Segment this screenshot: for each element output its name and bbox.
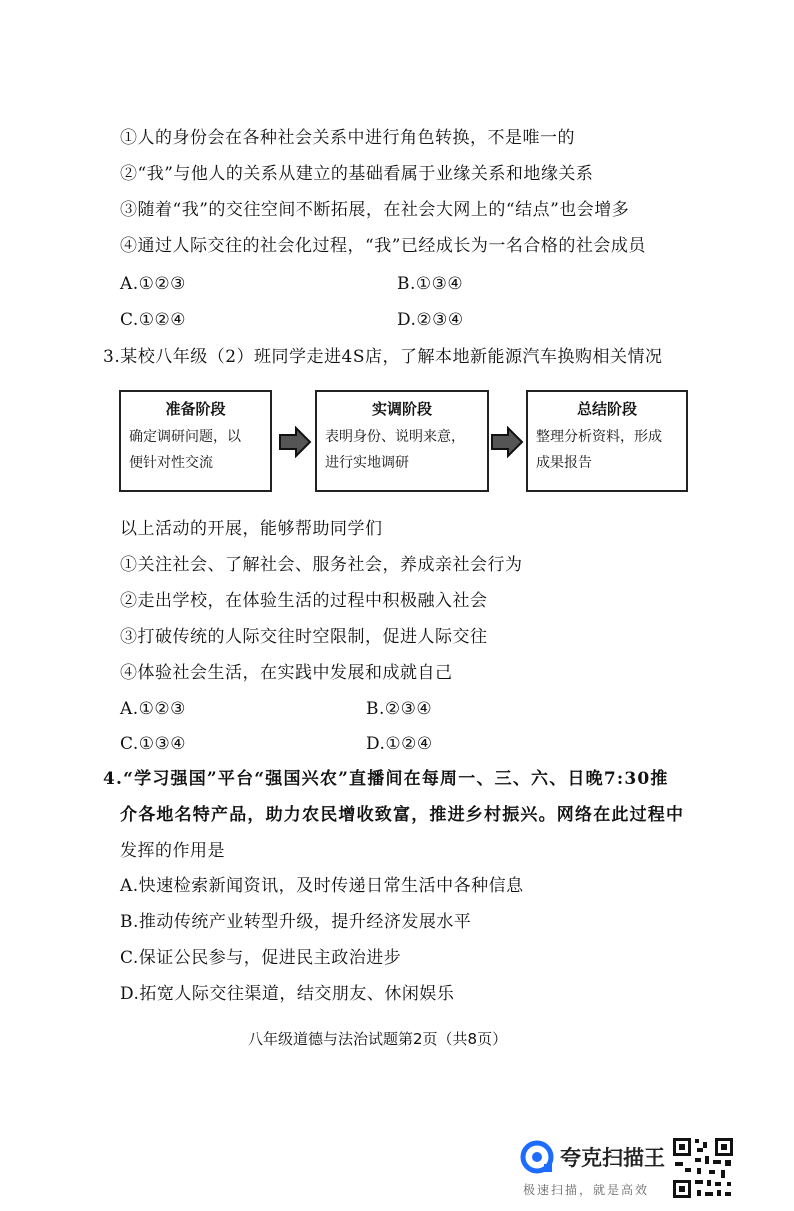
stage-desc-line: 确定调研问题，以 [129, 429, 241, 445]
watermark-name: 夸克扫描王 [560, 1146, 665, 1170]
watermark-slogan: 极速扫描，就是高效 [523, 1183, 650, 1197]
stage-box-prepare [119, 390, 272, 492]
q4-stem-line-3: 发挥的作用是 [120, 841, 225, 861]
q2-option-d: D.②③④ [397, 310, 464, 330]
qr-code-icon [671, 1136, 735, 1200]
q4-option-d: D.拓宽人际交往渠道，结交朋友、休闲娱乐 [120, 984, 455, 1004]
q3-stem: 3.某校八年级（2）班同学走进4S店，了解本地新能源汽车换购相关情况 [103, 347, 663, 367]
q4-stem-line-2: 介各地名特产品，助力农民增收致富，推进乡村振兴。网络在此过程中 [120, 805, 685, 825]
right-arrow-icon [490, 426, 524, 458]
q2-item-1: ①人的身份会在各种社会关系中进行角色转换，不是唯一的 [120, 128, 575, 148]
quark-logo-icon [520, 1140, 554, 1174]
q3-item-3: ③打破传统的人际交往时空限制，促进人际交往 [120, 627, 488, 647]
q2-option-c: C.①②④ [120, 310, 187, 330]
q3-prompt: 以上活动的开展，能够帮助同学们 [120, 519, 383, 539]
q2-item-2: ②“我”与他人的关系从建立的基础看属于业缘关系和地缘关系 [120, 164, 594, 184]
q4-option-a: A.快速检索新闻资讯，及时传递日常生活中各种信息 [120, 876, 524, 896]
right-arrow-icon [278, 426, 312, 458]
q3-option-b: B.②③④ [366, 699, 433, 719]
q3-item-1: ①关注社会、了解社会、服务社会，养成亲社会行为 [120, 555, 523, 575]
stage-desc-line: 便针对性交流 [129, 455, 213, 471]
q2-item-4: ④通过人际交往的社会化过程，“我”已经成长为一名合格的社会成员 [120, 236, 646, 256]
stage-title: 总结阶段 [576, 400, 637, 418]
q2-option-b: B.①③④ [397, 274, 464, 294]
stage-box-survey [315, 390, 489, 492]
q3-option-d: D.①②④ [366, 734, 433, 754]
q3-item-4: ④体验社会生活，在实践中发展和成就自己 [120, 663, 453, 683]
stage-desc-line: 整理分析资料，形成 [536, 429, 662, 445]
q3-item-2: ②走出学校，在体验生活的过程中积极融入社会 [120, 591, 488, 611]
q2-option-a: A.①②③ [120, 274, 186, 294]
stage-desc-line: 表明身份、说明来意， [325, 429, 465, 445]
page-footer: 八年级道德与法治试题第2页（共8页） [248, 1030, 508, 1048]
stage-box-summary [526, 390, 688, 492]
stage-title: 准备阶段 [165, 400, 226, 418]
q3-option-c: C.①③④ [120, 734, 187, 754]
stage-title: 实调阶段 [371, 400, 432, 418]
q2-item-3: ③随着“我”的交往空间不断拓展，在社会大网上的“结点”也会增多 [120, 200, 630, 220]
q4-option-b: B.推动传统产业转型升级，提升经济发展水平 [120, 912, 472, 932]
stage-desc-line: 成果报告 [536, 455, 592, 471]
q4-stem-line-1: 4.“学习强国”平台“强国兴农”直播间在每周一、三、六、日晚7:30推 [103, 769, 669, 789]
q3-option-a: A.①②③ [120, 699, 186, 719]
q4-option-c: C.保证公民参与，促进民主政治进步 [120, 948, 402, 968]
stage-desc-line: 进行实地调研 [325, 455, 409, 471]
